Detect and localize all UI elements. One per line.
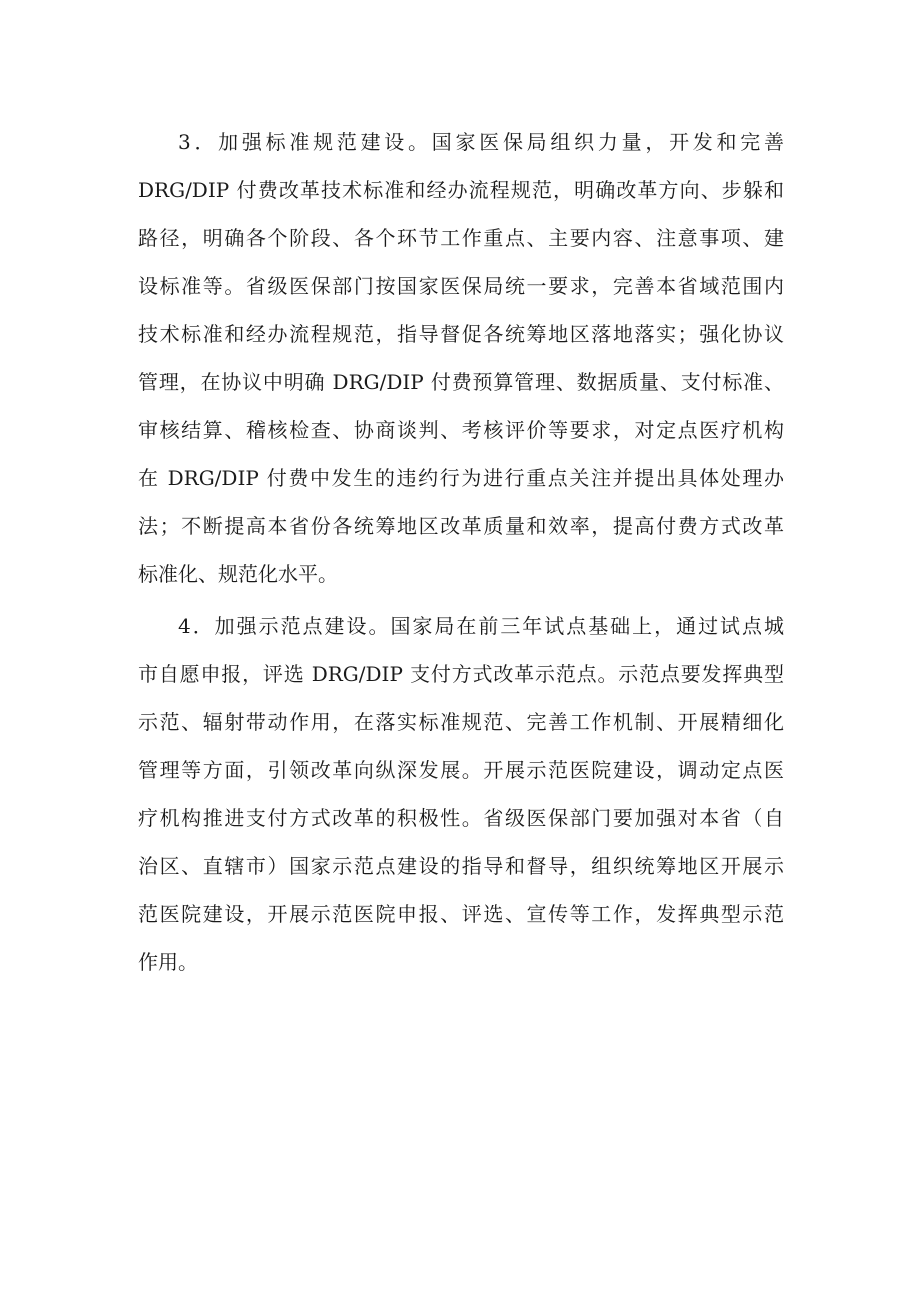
paragraph-3-line-7: 审核结算、稽核检查、协商谈判、考核评价等要求，对定点医疗机构	[138, 418, 784, 442]
paragraph-3-line-6: 管理，在协议中明确 DRG/DIP 付费预算管理、数据质量、支付标准、	[138, 370, 784, 394]
paragraph-3-line-5: 技术标准和经办流程规范，指导督促各统筹地区落地落实；强化协议	[138, 322, 784, 346]
paragraph-3-line-3: 路径，明确各个阶段、各个环节工作重点、主要内容、注意事项、建	[138, 226, 784, 250]
paragraph-4-line-6: 治区、直辖市）国家示范点建设的指导和督导，组织统筹地区开展示	[138, 854, 784, 878]
paragraph-3-line-2: DRG/DIP 付费改革技术标准和经办流程规范，明确改革方向、步躲和	[138, 178, 784, 202]
paragraph-4-line-4: 管理等方面，引领改革向纵深发展。开展示范医院建设，调动定点医	[138, 758, 784, 782]
paragraph-4-line-8: 作用。	[138, 950, 198, 974]
paragraph-4-line-3: 示范、辐射带动作用，在落实标准规范、完善工作机制、开展精细化	[138, 710, 784, 734]
paragraph-3-line-4: 设标准等。省级医保部门按国家医保局统一要求，完善本省域范围内	[138, 274, 784, 298]
paragraph-4-line-1: 4．加强示范点建设。国家局在前三年试点基础上，通过试点城	[178, 614, 784, 638]
paragraph-4-line-7: 范医院建设，开展示范医院申报、评选、宣传等工作，发挥典型示范	[138, 902, 784, 926]
paragraph-4-line-2: 市自愿申报，评选 DRG/DIP 支付方式改革示范点。示范点要发挥典型	[138, 662, 784, 686]
paragraph-4-line-5: 疗机构推进支付方式改革的积极性。省级医保部门要加强对本省（自	[138, 806, 784, 830]
paragraph-3-line-8: 在 DRG/DIP 付费中发生的违约行为进行重点关注并提出具体处理办	[138, 466, 784, 490]
paragraph-3-line-10: 标准化、规范化水平。	[138, 562, 338, 586]
paragraph-3-line-9: 法；不断提高本省份各统筹地区改革质量和效率，提高付费方式改革	[138, 514, 784, 538]
paragraph-3-line-1: 3．加强标准规范建设。国家医保局组织力量，开发和完善	[178, 130, 784, 154]
